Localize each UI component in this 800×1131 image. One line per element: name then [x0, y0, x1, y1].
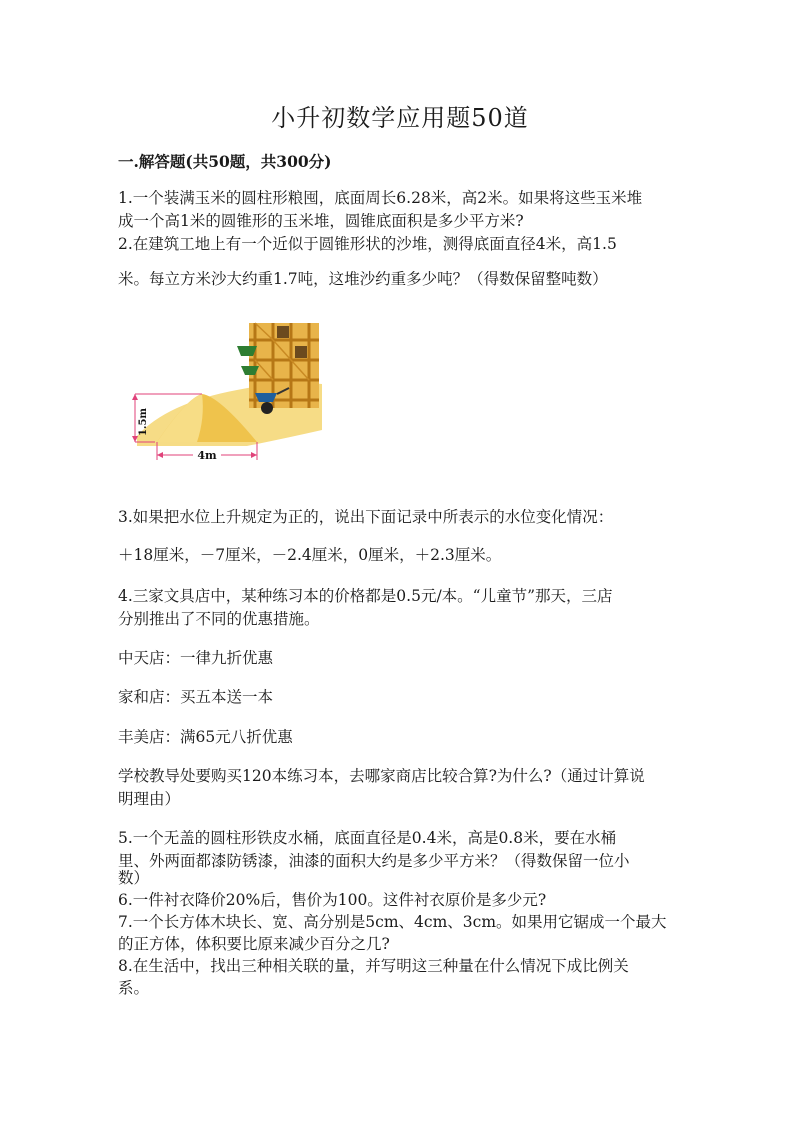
question-4-line-1: 4.三家文具店中，某种练习本的价格都是0.5元/本。“儿童节”那天，三店: [118, 587, 613, 605]
question-5-line-2: 里、外两面都漆防锈漆，油漆的面积大约是多少平方米？（得数保留一位小: [118, 852, 630, 870]
store-fengmei: 丰美店：满65元八折优惠: [118, 728, 293, 746]
question-6: 6.一件衬衣降价20%后，售价为100。这件衬衣原价是多少元?: [118, 891, 547, 909]
question-4-line-3: 学校教导处要购买120本练习本，去哪家商店比较合算?为什么?（通过计算说: [118, 767, 645, 785]
question-3-line-1: 3.如果把水位上升规定为正的，说出下面记录中所表示的水位变化情况：: [118, 508, 614, 526]
question-4-line-2: 分别推出了不同的优惠措施。: [118, 610, 320, 628]
question-8-line-1: 8.在生活中，找出三种相关联的量，并写明这三种量在什么情况下成比例关: [118, 957, 629, 975]
question-5-line-1: 5.一个无盖的圆柱形铁皮水桶，底面直径是0.4米，高是0.8米，要在水桶: [118, 829, 617, 847]
question-4-line-4: 明理由）: [118, 790, 181, 808]
question-8-line-2: 系。: [118, 979, 150, 997]
sand-pile-figure: [127, 318, 327, 468]
question-7-line-2: 的正方体，体积要比原来减少百分之几?: [118, 935, 390, 953]
question-7-line-1: 7.一个长方体木块长、宽、高分别是5cm、4cm、3cm。如果用它锯成一个最大: [118, 913, 667, 931]
question-1-line-2: 成一个高1米的圆锥形的玉米堆，圆锥底面积是多少平方米?: [118, 212, 524, 230]
height-label: 1.5m: [138, 408, 149, 436]
question-2-line-1: 2.在建筑工地上有一个近似于圆锥形状的沙堆，测得底面直径4米，高1.5: [118, 235, 617, 253]
store-zhongtian: 中天店：一律九折优惠: [118, 649, 274, 667]
question-5-line-3: 数）: [118, 869, 150, 887]
question-2-line-2: 米。每立方米沙大约重1.7吨，这堆沙约重多少吨？（得数保留整吨数）: [118, 270, 608, 288]
width-label: 4m: [197, 449, 217, 462]
page-title: 小升初数学应用题50道: [271, 104, 529, 132]
question-1-line-1: 1.一个装满玉米的圆柱形粮囤，底面周长6.28米，高2米。如果将这些玉米堆: [118, 189, 643, 207]
question-3-line-2: ＋18厘米，－7厘米，－2.4厘米，0厘米，＋2.3厘米。: [118, 546, 502, 564]
store-jiahe: 家和店：买五本送一本: [118, 688, 274, 706]
section-heading: 一.解答题(共50题，共300分): [118, 152, 332, 171]
